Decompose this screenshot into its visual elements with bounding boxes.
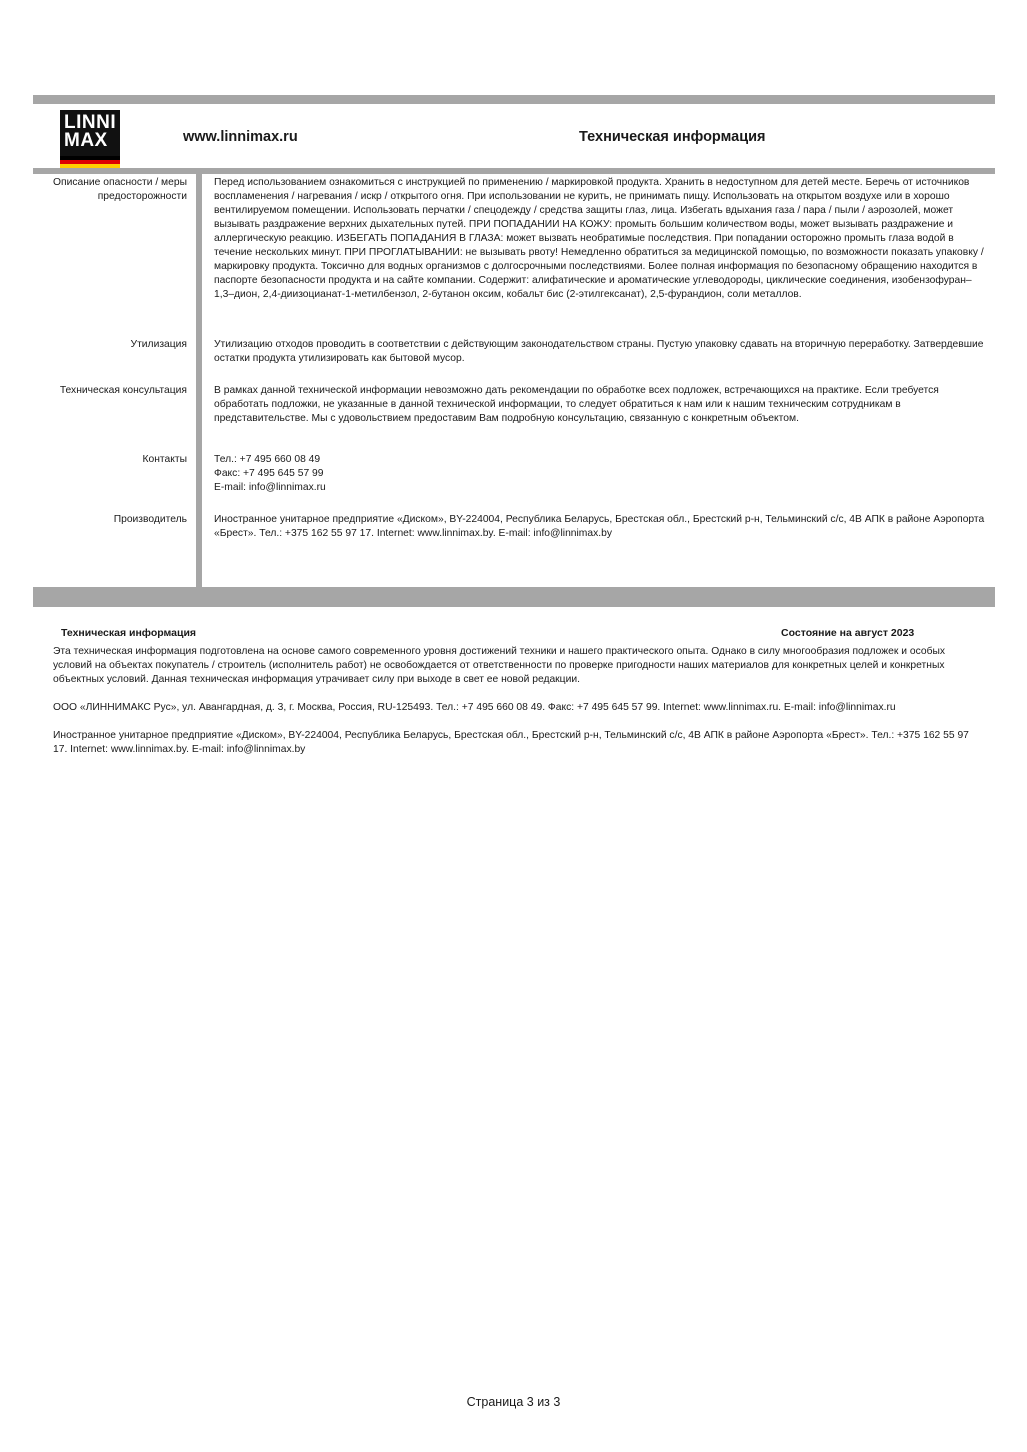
section-contacts [214, 453, 990, 495]
section-label-disposal: Утилизация [130, 339, 187, 350]
page-number: Страница 3 из 3 [466, 1395, 561, 1409]
section-text-disposal: Утилизацию отходов проводить в соответствии с действующим законодательством страны. Пустую упаковку сдавать на вторичную переработку. Затвердевшие остатки продукта утилизировать как бытовой мусор. [214, 339, 984, 364]
site-url[interactable]: www.linnimax.ru [183, 129, 298, 145]
section-label-contacts: Контакты [142, 454, 187, 465]
section-label-consultation: Техническая консультация [59, 385, 187, 396]
footer-company-by: Иностранное унитарное предприятие «Диском», BY-224004, Республика Беларусь, Брестская обл., Брестский р-н, Тельминский с/с, 4В АПК в районе Аэропорта «Брест». Тел.: +375 162 55 97 17. Internet: www.linnimax.by. E-mail: info@linnimax.by [53, 730, 969, 755]
germany-flag-stripe [60, 156, 120, 168]
label-column-divider [196, 174, 202, 587]
page-header [33, 104, 995, 168]
section-label-hazard: Описание опасности / меры предосторожности [53, 177, 187, 202]
section-text-manufacturer: Иностранное унитарное предприятие «Диском», BY-224004, Республика Беларусь, Брестская обл., Брестский р-н, Тельминский с/с, 4В АПК в районе Аэропорта «Брест». Тел.: +375 162 55 97 17. Internet: www.linnimax.by. E-mail: info@linnimax.by [214, 514, 985, 539]
section-label-manufacturer: Производитель [113, 514, 187, 525]
contact-phone: Тел.: +7 495 660 08 49 [214, 454, 321, 465]
linnimax-logo [60, 110, 120, 168]
footer-company-ru: ООО «ЛИННИМАКС Рус», ул. Авангардная, д. 3, г. Москва, Россия, RU-125493. Тел.: +7 495 660 08 49. Факс: +7 495 645 57 99. Internet: www.linnimax.ru. E-mail: info@linnimax.ru [53, 702, 896, 713]
top-gray-bar [33, 95, 995, 104]
header-divider [33, 168, 995, 174]
contact-email[interactable]: E-mail: info@linnimax.ru [214, 482, 326, 493]
section-text-hazard: Перед использованием ознакомиться с инструкцией по применению / маркировкой продукта. Хранить в недоступном для детей месте. Беречь от источников воспламенения / нагревания / искр / открытого огня. При использовании не курить, не принимать пищу. Использовать на открытом воздухе или в хорошо вентилируемом помещении. Использовать перчатки / спецодежду / средства защиты глаз, лица. Избегать вдыхания газа / пара / пыли / аэрозолей, может вызывать раздражение верхних дыхательных путей. ПРИ ПОПАДАНИИ НА КОЖУ: промыть большим количеством воды, может вызывать раздражение и аллергическую реакцию. ИЗБЕГАТЬ ПОПАДАНИЯ В ГЛАЗА: может вызвать необратимые последствия. При попадании осторожно промыть глаза водой в течение нескольких минут. ПРИ ПРОГЛАТЫВАНИИ: не вызывать рвоту! Немедленно обратиться за медицинской помощью, по возможности показать упаковку / маркировку продукта. Токсично для водных организмов с долгосрочными последствиями. Более полная информация по безопасному обращению находится в паспорте безопасности продукта и на сайте компании. Содержит: алифатические и ароматические углеводороды, циклические соединения, изобензофуран–1,3–дион, 2,4-диизоцианат-1-метилбензол, 2-бутанон оксим, кобальт бис (2-этилгексанат), 2,5-фурандион, соли металлов. [214, 177, 984, 300]
document-title: Техническая информация [579, 129, 766, 145]
footer-title: Техническая информация [61, 627, 197, 639]
logo-text: LINNI MAX [64, 112, 117, 151]
bottom-gray-bar [33, 587, 995, 607]
section-text-consultation: В рамках данной технической информации невозможно дать рекомендации по обработке всех подложек, встречающихся на практике. Если требуется обработать подложки, не указанные в данной технической информации, то следует обратиться к нам или к нашим техническим сотрудникам в представительстве. Мы с удовольствием предоставим Вам подробную консультацию, связанную с конкретным объектом. [214, 385, 939, 424]
contact-fax: Факс: +7 495 645 57 99 [214, 468, 324, 479]
footer-disclaimer: Эта техническая информация подготовлена на основе самого современного уровня достижений техники и нашего практического опыта. Однако в силу многообразия подложек и особых условий на объектах покупатель / строитель (исполнитель работ) не освобождается от ответственности по проверке пригодности наших материалов для конкретных целей и конкретных объектных условий. Данная техническая информация утрачивает силу при выходе в свет ее новой редакции. [53, 646, 946, 685]
footer-date: Состояние на август 2023 [781, 627, 915, 639]
